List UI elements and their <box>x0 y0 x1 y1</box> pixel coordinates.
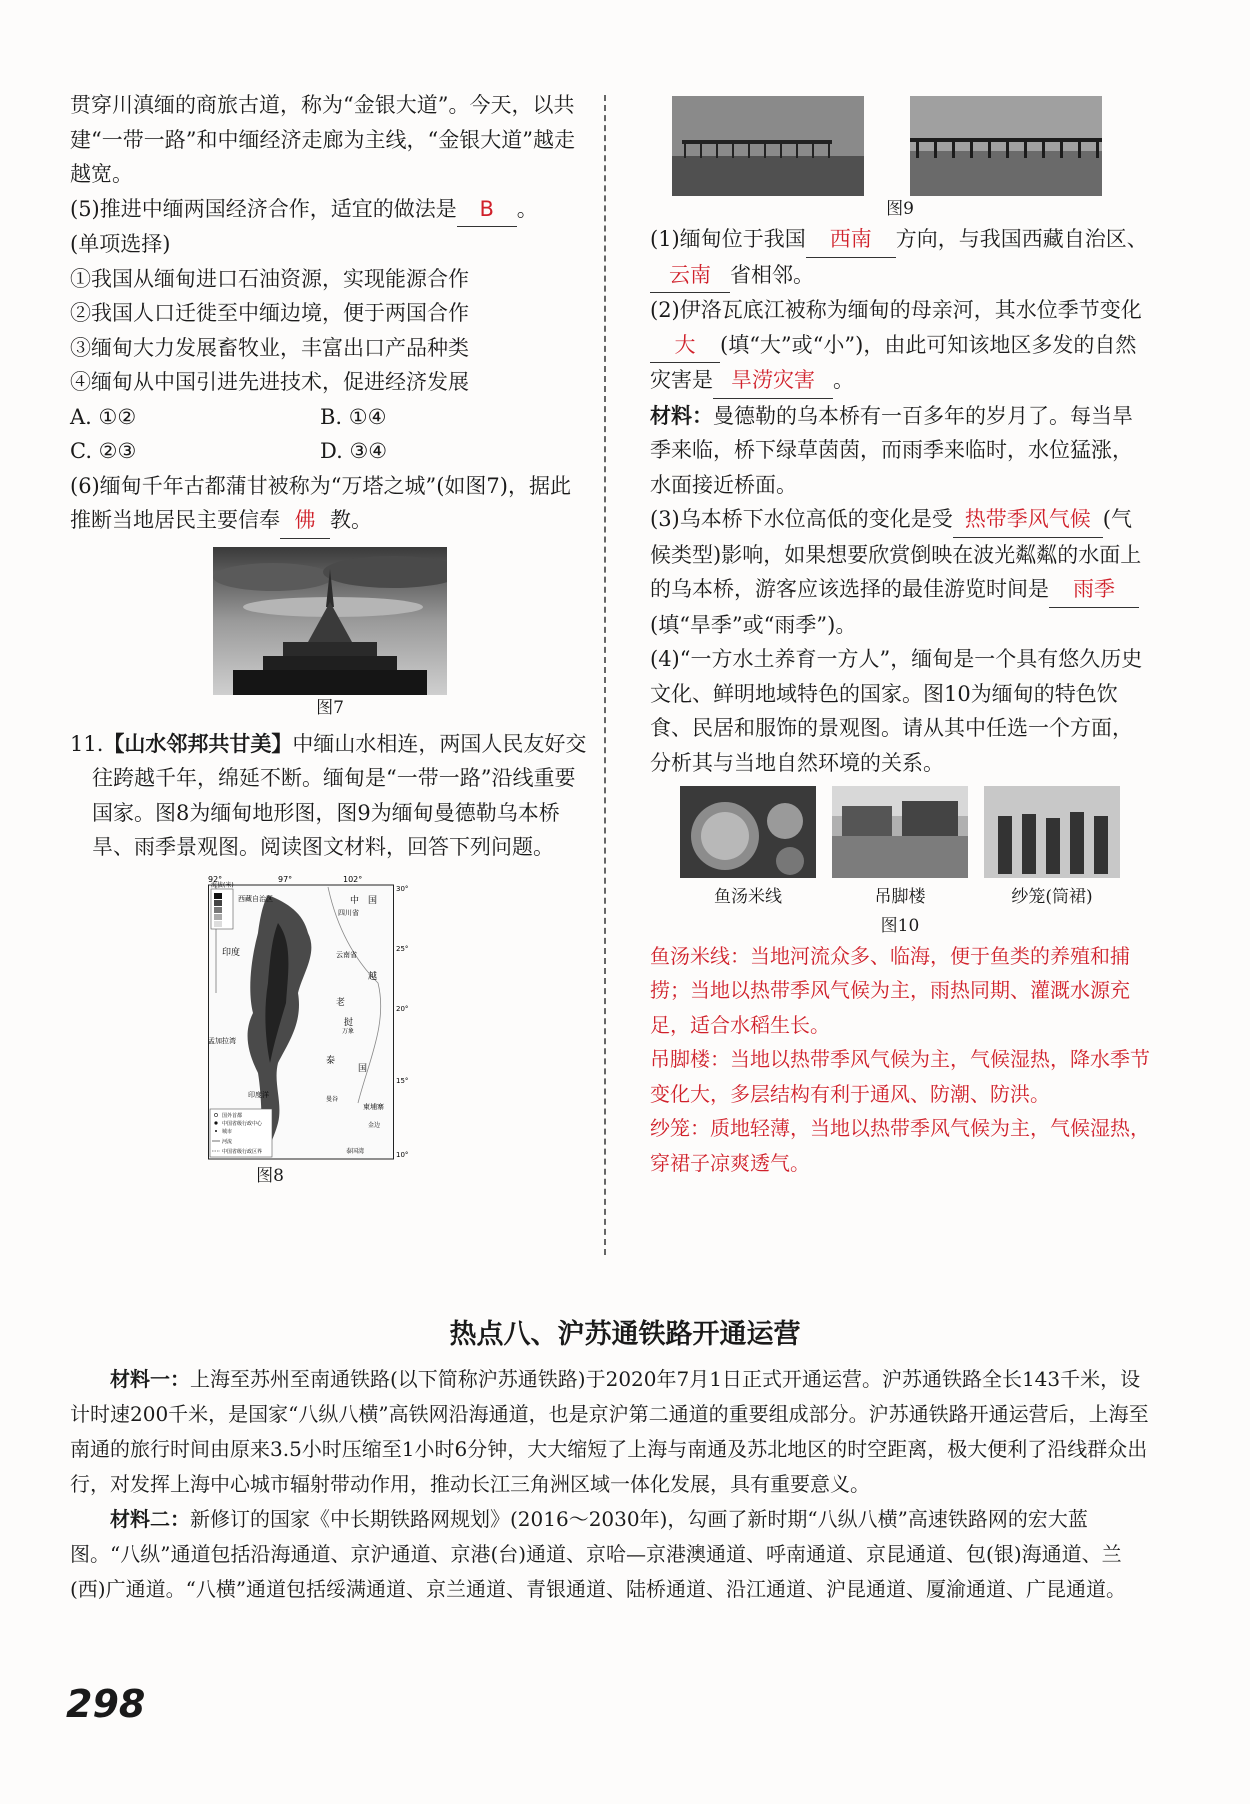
column-divider <box>604 95 606 1255</box>
fish-noodle-photo <box>680 786 816 878</box>
left-column <box>70 88 590 1189</box>
legend-item: 国外首都 <box>222 1112 243 1119</box>
map-label: 四川省 <box>338 908 359 917</box>
map-label: 云南省 <box>336 950 357 959</box>
lon-tick: 102° <box>343 874 363 884</box>
map-label: 西藏自治区 <box>238 894 273 903</box>
q11-text: 11.【山水邻邦共甘美】中缅山水相连，两国人民友好交往跨越千年，绵延不断。缅甸是“一带一路”沿线重要国家。图8为缅甸地形图，图9为缅甸曼德勒乌本桥旱、雨季景观图。阅读图文材料，回答下列问题。 <box>70 731 587 859</box>
figure-8-caption: 图8 <box>256 1165 284 1186</box>
map-label: 中 <box>350 895 360 906</box>
stilt-house-photo <box>832 786 968 878</box>
map-label: 挝 <box>344 1017 354 1028</box>
figure-7-caption: 图7 <box>316 697 344 718</box>
material: 材料：曼德勒的乌本桥有一百多年的岁月了。每当旱季来临，桥下绿草茵茵，而雨季来临时，水位猛涨，水面接近桥面。 <box>650 403 1133 497</box>
bridge-dry-season-photo <box>672 96 864 196</box>
material-2: 材料二：新修订的国家《中长期铁路网规划》(2016～2030年)，勾画了新时期“八纵八横”高速铁路网的宏大蓝图。“八纵”通道包括沿海通道、京沪通道、京港(台)通道、京哈—京港澳通道、呼南通道、京昆通道、包(银)海通道、兰(西)广通道。“八横”通道包括绥满通道、京兰通道、青银通道、陆桥通道、沿江通道、沪昆通道、厦渝通道、广昆通道。 <box>70 1507 1127 1601</box>
lat-tick: 25° <box>396 944 409 953</box>
q5-options <box>70 400 590 469</box>
map-label: 孟加拉湾 <box>208 1036 236 1045</box>
q4: (4)“一方水土养育一方人”，缅甸是一个具有悠久历史文化、鲜明地域特色的国家。图10为缅甸的特色饮食、民居和服饰的景观图。请从其中任选一个方面，分析其与当地自然环境的关系。 <box>650 647 1143 775</box>
figure-9-caption: 图9 <box>886 199 914 219</box>
q5-answer: B <box>457 192 517 228</box>
fig10-label: 吊脚楼 <box>874 887 926 907</box>
q1-answer-2: 云南 <box>650 258 730 294</box>
legend-title: 海拔(米) <box>211 881 234 889</box>
figure-7-pagoda-photo <box>213 547 447 695</box>
answer-longyi: 纱笼：质地轻薄，当地以热带季风气候为主，气候湿热，穿裙子凉爽透气。 <box>650 1116 1150 1175</box>
q5-statement: ③缅甸大力发展畜牧业，丰富出口产品种类 <box>70 335 469 360</box>
map-label: 国 <box>368 895 378 906</box>
page-number: 298 <box>66 1682 146 1726</box>
q6-answer: 佛 <box>280 503 330 539</box>
q2: (2)伊洛瓦底江被称为缅甸的母亲河，其水位季节变化大 (填“大”或“小”)，由此可知该地区多发的自然灾害是 旱涝灾害 。 <box>650 293 1150 399</box>
q5-stem: (5)推进中缅两国经济合作，适宜的做法是 B 。 <box>70 192 590 228</box>
intro-text: 贯穿川滇缅的商旅古道，称为“金银大道”。今天，以共建“一带一路”和中缅经济走廊为主线，“金银大道”越走越宽。 <box>70 93 575 186</box>
right-column <box>650 96 1150 1180</box>
lat-tick: 15° <box>396 1076 409 1085</box>
figure-9-photos <box>672 96 1102 196</box>
option-d: D. ③④ <box>320 439 388 463</box>
legend-item: 中国省级行政中心 <box>222 1120 263 1127</box>
fig10-label: 鱼汤米线 <box>714 887 782 907</box>
longyi-photo <box>984 786 1120 878</box>
map-label: 万象 <box>342 1027 355 1035</box>
lat-tick: 10° <box>396 1150 409 1159</box>
q3-answer-1: 热带季风气候 <box>953 502 1103 538</box>
answer-stilt-house: 吊脚楼：当地以热带季风气候为主，气候湿热，降水季节变化大，多层结构有利于通风、防潮、防洪。 <box>650 1047 1150 1106</box>
legend-item: 城市 <box>222 1128 233 1135</box>
q5-statement: ④缅甸从中国引进先进技术，促进经济发展 <box>70 370 469 394</box>
map-label: 曼谷 <box>326 1095 339 1103</box>
q1: (1)缅甸位于我国 西南 方向，与我国西藏自治区、云南 省相邻。 <box>650 222 1150 293</box>
myanmar-terrain-map <box>208 873 430 1163</box>
map-label: 国 <box>358 1063 368 1074</box>
bridge-rainy-season-photo <box>910 96 1102 196</box>
section-title: 热点八、沪苏通铁路开通运营 <box>449 1319 801 1350</box>
q2-answer-2: 旱涝灾害 <box>713 363 833 399</box>
legend-item: 河流 <box>222 1138 233 1145</box>
lat-tick: 20° <box>396 1004 409 1013</box>
q5-statement: ②我国人口迁徙至中缅边境，便于两国合作 <box>70 301 469 325</box>
option-c: C. ②③ <box>70 439 137 463</box>
map-label: 印度 <box>222 947 241 958</box>
answer-fish-noodle: 鱼汤米线：当地河流众多、临海，便于鱼类的养殖和捕捞；当地以热带季风气候为主，雨热同期、灌溉水源充足，适合水稻生长。 <box>650 943 1130 1037</box>
lon-tick: 97° <box>278 874 293 884</box>
option-a: A. ①② <box>70 404 137 429</box>
q3-answer-2: 雨季 <box>1049 572 1139 608</box>
figure-8-myanmar-map <box>208 873 430 1163</box>
map-label: 越 <box>368 971 378 982</box>
q6-stem: (6)缅甸千年古都蒲甘被称为“万塔之城”(如图7)，据此推断当地居民主要信奉 佛 教。 <box>70 469 590 539</box>
map-label: 印度洋 <box>248 1090 269 1099</box>
q5-statement: ①我国从缅甸进口石油资源，实现能源合作 <box>70 266 469 291</box>
map-label: 泰 <box>326 1055 336 1066</box>
map-label: 柬埔寨 <box>363 1102 384 1111</box>
fig10-label: 纱笼(筒裙) <box>1011 887 1093 907</box>
legend-item: 中国省级行政区界 <box>222 1148 263 1155</box>
lat-tick: 30° <box>396 884 409 893</box>
option-b: B. ①④ <box>320 404 387 429</box>
q2-answer-1: 大 <box>650 328 720 364</box>
q5-type: (单项选择) <box>70 232 171 256</box>
q1-answer-1: 西南 <box>806 222 896 258</box>
figure-10-photos <box>680 786 1120 913</box>
map-label: 老 <box>336 997 346 1008</box>
map-label: 金边 <box>368 1121 381 1129</box>
lon-tick: 92° <box>208 874 223 884</box>
q3: (3)乌本桥下水位高低的变化是受 热带季风气候 (气候类型)影响，如果想要欣赏倒映在波光粼粼的水面上的乌本桥，游客应该选择的最佳游览时间是 雨季(填“旱季”或“雨季”)。 <box>650 502 1150 642</box>
pagoda-photo-image <box>213 547 447 695</box>
map-label: 泰国湾 <box>346 1147 365 1155</box>
section-materials <box>70 1362 1150 1607</box>
figure-10-caption: 图10 <box>880 915 920 936</box>
material-1: 材料一：上海至苏州至南通铁路(以下简称沪苏通铁路)于2020年7月1日正式开通运营。沪苏通铁路全长143千米，设计时速200千米，是国家“八纵八横”高铁网沿海通道，也是京沪第二通道的重要组成部分。沪苏通铁路开通运营后，上海至南通的旅行时间由原来3.5小时压缩至1小时6分钟，大大缩短了上海与南通及苏北地区的时空距离，极大便利了沿线群众出行，对发挥上海中心城市辐射带动作用，推动长江三角洲区域一体化发展，具有重要意义。 <box>70 1367 1149 1496</box>
